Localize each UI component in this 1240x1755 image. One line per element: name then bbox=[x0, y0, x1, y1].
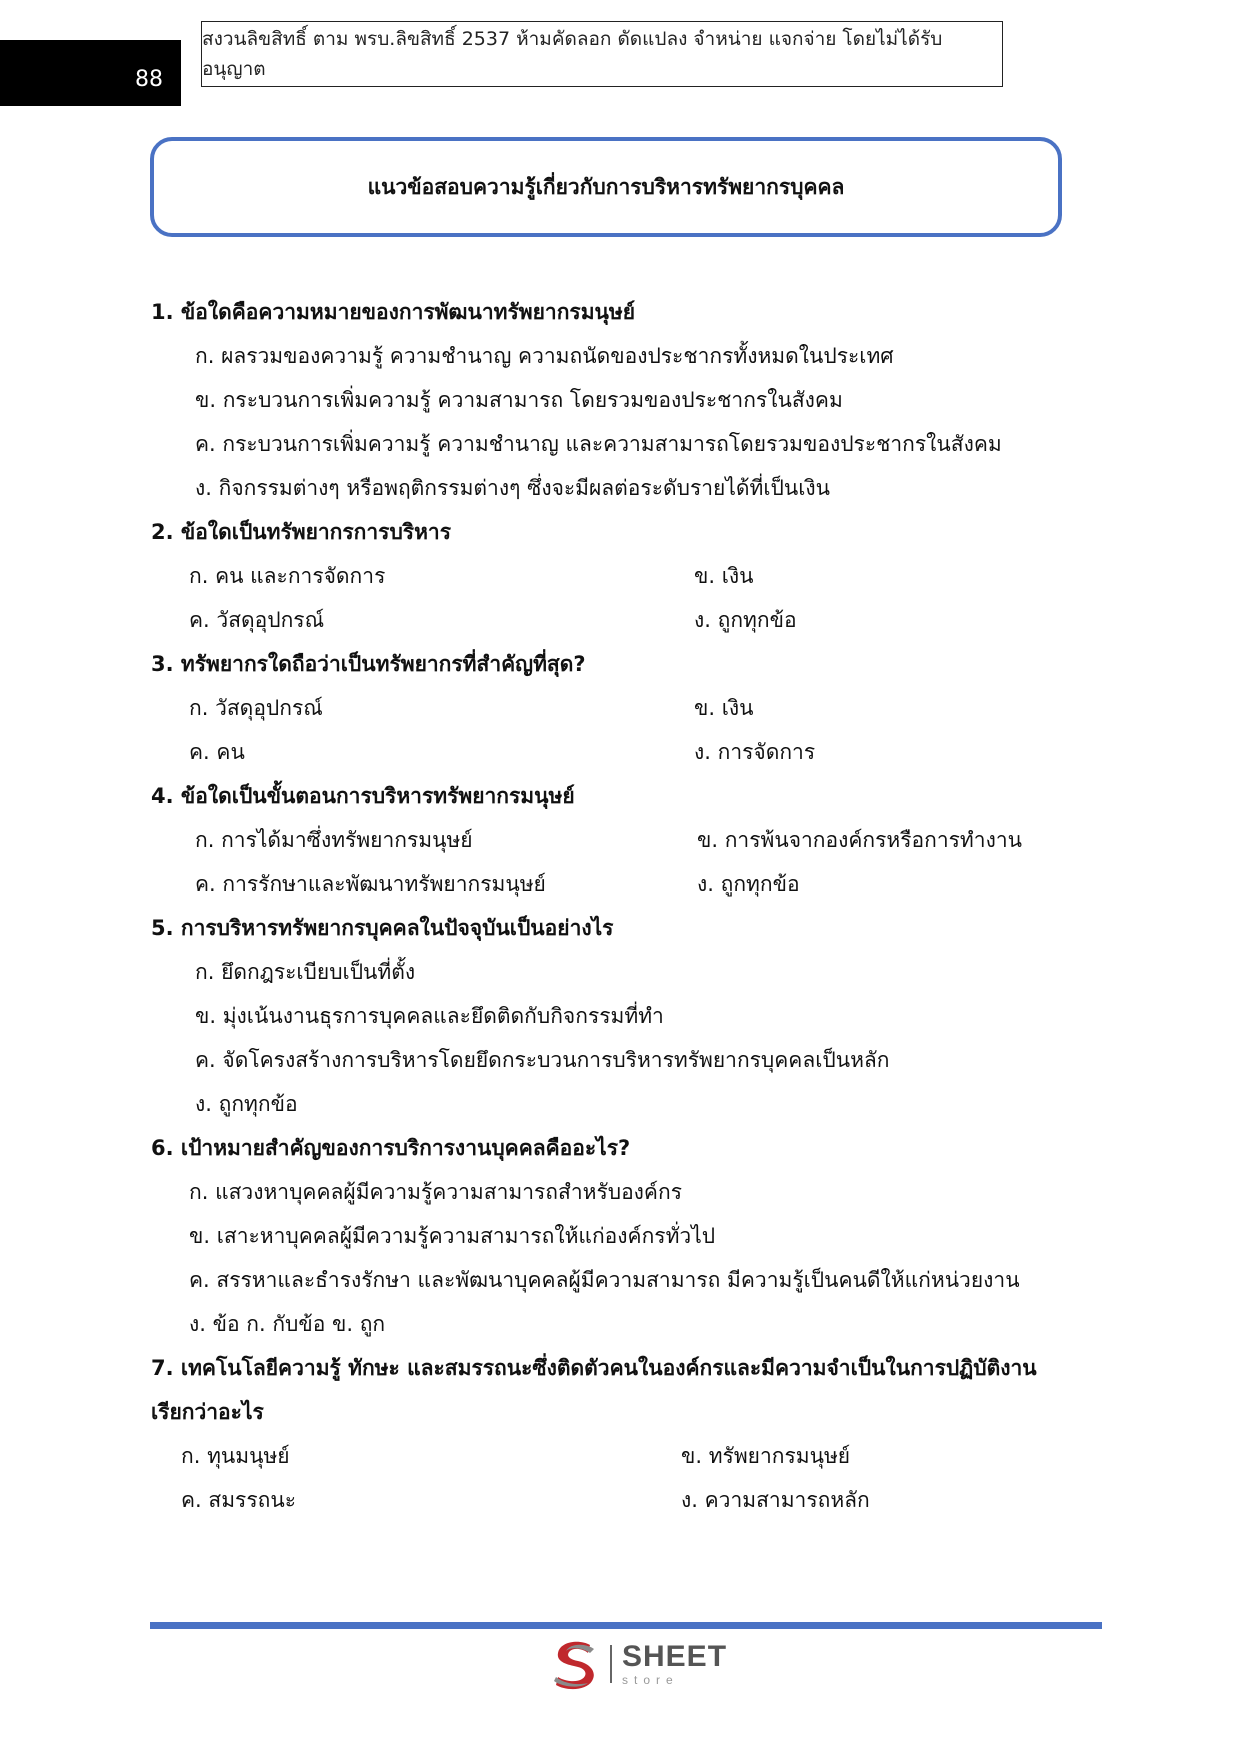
question-4-options-row bbox=[151, 862, 1111, 906]
question-3-option-d: ง. การจัดการ bbox=[694, 740, 816, 764]
question-4-option-a: ก. การได้มาซึ่งทรัพยากรมนุษย์ bbox=[195, 828, 473, 852]
question-7-option-d: ง. ความสามารถหลัก bbox=[681, 1488, 870, 1512]
question-5-option-d: ง. ถูกทุกข้อ bbox=[195, 1092, 298, 1116]
question-3-options-row bbox=[151, 730, 1111, 774]
question-3-option-b: ข. เงิน bbox=[694, 696, 754, 720]
copyright-notice: สงวนลิขสิทธิ์ ตาม พรบ.ลิขสิทธิ์ 2537 ห้ามคัดลอก ดัดแปลง จำหน่าย แจกจ่าย โดยไม่ได้รับอนุญาต bbox=[201, 21, 1003, 87]
question-6-option-d: ง. ข้อ ก. กับข้อ ข. ถูก bbox=[189, 1312, 386, 1336]
question-4-option-b: ข. การพ้นจากองค์กรหรือการทำงาน bbox=[697, 828, 1022, 852]
question-7-option-c: ค. สมรรถนะ bbox=[181, 1488, 296, 1512]
question-7-option-b: ข. ทรัพยากรมนุษย์ bbox=[681, 1444, 851, 1468]
question-2: 2. ข้อใดเป็นทรัพยากรการบริหาร bbox=[151, 520, 451, 544]
question-4-option-c: ค. การรักษาและพัฒนาทรัพยากรมนุษย์ bbox=[195, 872, 546, 896]
question-1-option-b: ข. กระบวนการเพิ่มความรู้ ความสามารถ โดยรวมของประชากรในสังคม bbox=[195, 388, 843, 412]
question-7-continued: เรียกว่าอะไร bbox=[151, 1400, 264, 1424]
logo-text bbox=[622, 1642, 727, 1686]
question-6-option-c: ค. สรรหาและธำรงรักษา และพัฒนาบุคคลผู้มีความสามารถ มีความรู้เป็นคนดีให้แก่หน่วยงาน bbox=[189, 1268, 1020, 1292]
s-logo-icon bbox=[550, 1637, 600, 1691]
question-6-option-a: ก. แสวงหาบุคคลผู้มีความรู้ความสามารถสำหรับองค์กร bbox=[189, 1180, 682, 1204]
question-5-option-c: ค. จัดโครงสร้างการบริหารโดยยึดกระบวนการบริหารทรัพยากรบุคคลเป็นหลัก bbox=[195, 1048, 890, 1072]
question-7-options-row bbox=[151, 1434, 1111, 1478]
question-2-options-row bbox=[151, 554, 1111, 598]
page-title: แนวข้อสอบความรู้เกี่ยวกับการบริหารทรัพยากรบุคคล bbox=[150, 137, 1062, 237]
question-7-options-row bbox=[151, 1478, 1111, 1522]
question-1-option-a: ก. ผลรวมของความรู้ ความชำนาญ ความถนัดของประชากรทั้งหมดในประเทศ bbox=[195, 344, 894, 368]
question-2-option-d: ง. ถูกทุกข้อ bbox=[694, 608, 797, 632]
question-5-option-a: ก. ยึดกฎระเบียบเป็นที่ตั้ง bbox=[195, 960, 416, 984]
question-2-options-row bbox=[151, 598, 1111, 642]
sheet-store-logo bbox=[550, 1636, 727, 1692]
question-2-option-b: ข. เงิน bbox=[694, 564, 754, 588]
question-3: 3. ทรัพยากรใดถือว่าเป็นทรัพยากรที่สำคัญที่สุด? bbox=[151, 652, 586, 676]
question-5-option-b: ข. มุ่งเน้นงานธุรการบุคคลและยึดติดกับกิจกรรมที่ทำ bbox=[195, 1004, 664, 1028]
question-4-options-row bbox=[151, 818, 1111, 862]
question-list bbox=[151, 290, 1111, 1522]
logo-main-text: SHEET bbox=[622, 1640, 728, 1673]
page-number: 88 bbox=[0, 40, 181, 106]
question-5: 5. การบริหารทรัพยากรบุคคลในปัจจุบันเป็นอย่างไร bbox=[151, 916, 614, 940]
question-4: 4. ข้อใดเป็นขั้นตอนการบริหารทรัพยากรมนุษย์ bbox=[151, 784, 575, 808]
footer-divider bbox=[150, 1622, 1102, 1629]
question-7: 7. เทคโนโลยีความรู้ ทักษะ และสมรรถนะซึ่งติดตัวคนในองค์กรและมีความจำเป็นในการปฏิบัติงาน bbox=[151, 1356, 1037, 1380]
question-1-option-c: ค. กระบวนการเพิ่มความรู้ ความชำนาญ และความสามารถโดยรวมของประชากรในสังคม bbox=[195, 432, 1002, 456]
logo-divider bbox=[610, 1645, 612, 1683]
question-3-option-c: ค. คน bbox=[189, 740, 245, 764]
question-7-option-a: ก. ทุนมนุษย์ bbox=[181, 1444, 290, 1468]
logo-sub-text: store bbox=[622, 1673, 679, 1687]
question-6: 6. เป้าหมายสำคัญของการบริการงานบุคคลคืออะไร? bbox=[151, 1136, 631, 1160]
question-3-option-a: ก. วัสดุอุปกรณ์ bbox=[189, 696, 323, 720]
question-3-options-row bbox=[151, 686, 1111, 730]
question-2-option-c: ค. วัสดุอุปกรณ์ bbox=[189, 608, 325, 632]
question-6-option-b: ข. เสาะหาบุคคลผู้มีความรู้ความสามารถให้แก่องค์กรทั่วไป bbox=[189, 1224, 716, 1248]
question-2-option-a: ก. คน และการจัดการ bbox=[189, 564, 386, 588]
question-4-option-d: ง. ถูกทุกข้อ bbox=[697, 872, 800, 896]
question-1: 1. ข้อใดคือความหมายของการพัฒนาทรัพยากรมนุษย์ bbox=[151, 300, 636, 324]
question-1-option-d: ง. กิจกรรมต่างๆ หรือพฤติกรรมต่างๆ ซึ่งจะมีผลต่อระดับรายได้ที่เป็นเงิน bbox=[195, 476, 831, 500]
